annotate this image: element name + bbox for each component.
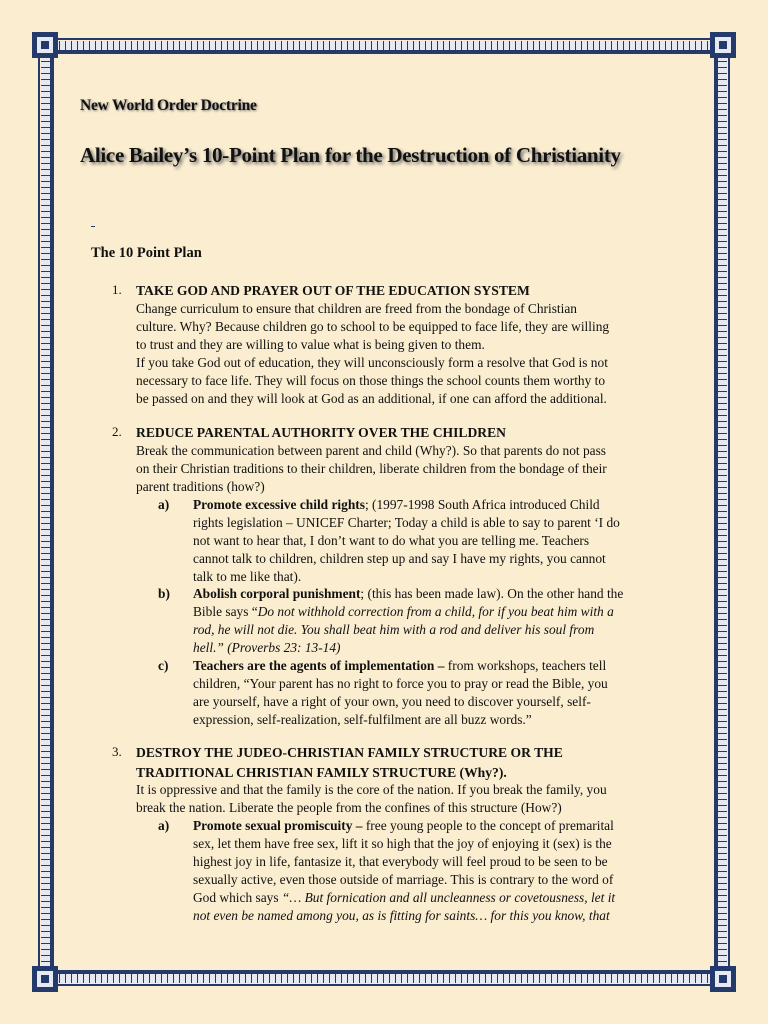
text-line <box>193 907 615 925</box>
text-line <box>193 496 620 514</box>
sub-point-letter: a) <box>158 818 170 833</box>
sub-point-heading: Promote sexual promiscuity – <box>193 818 363 833</box>
text-span: ; (1997-1998 South Africa introduced Child <box>364 497 600 512</box>
text-line <box>193 657 608 675</box>
scripture-quote: “… But fornication and all uncleanness or covetousness, let it <box>281 890 616 905</box>
sub-point-letter: b) <box>158 586 170 601</box>
sub-point-heading: Abolish corporal punishment <box>193 586 361 601</box>
text-line: parent traditions (how?) <box>136 479 265 494</box>
scripture-quote: not even be named among you, as is fitting for saints… for this you know, that <box>193 908 610 923</box>
text-line: break the nation. Liberate the people from the confines of this structure (How?) <box>136 800 562 815</box>
text-line: necessary to face life. They will focus on those things the school counts them worthy to <box>136 373 606 388</box>
text-line: on their Christian traditions to their children, liberate children from the bondage of their <box>136 461 607 476</box>
point-number: 3. <box>112 744 122 759</box>
text-line: It is oppressive and that the family is the core of the nation. If you break the family, you <box>136 782 607 797</box>
link-mark <box>91 226 95 227</box>
text-span: ; (this has been made law). On the other hand the <box>360 586 624 601</box>
point-number: 2. <box>112 424 122 439</box>
text-line: Change curriculum to ensure that children are freed from the bondage of Christian <box>136 301 577 316</box>
document-heading: New World Order Doctrine <box>80 97 257 114</box>
document-title: Alice Bailey’s 10-Point Plan for the Destruction of Christianity <box>80 143 621 167</box>
text-line <box>193 621 623 639</box>
text-line <box>193 639 623 657</box>
point-title: REDUCE PARENTAL AUTHORITY OVER THE CHILDREN <box>136 425 506 440</box>
text-line: are yourself, have a right of your own, you need to discover yourself, self- <box>193 694 591 709</box>
text-line: talk to me like that). <box>193 569 302 584</box>
text-line: sexually active, even those outside of marriage. This is contrary to the word of <box>193 872 614 887</box>
point-title: TAKE GOD AND PRAYER OUT OF THE EDUCATION SYSTEM <box>136 283 530 298</box>
plan-label: The 10 Point Plan <box>91 245 202 261</box>
text-line: rights legislation – UNICEF Charter; Today a child is able to say to parent ‘I do <box>193 515 620 530</box>
sub-point-text <box>193 657 608 729</box>
sub-point-heading: Promote excessive child rights <box>193 497 365 512</box>
scripture-quote: rod, he will not die. You shall beat him with a rod and deliver his soul from <box>193 622 595 637</box>
sub-point-heading: Teachers are the agents of implementation – <box>193 658 445 673</box>
text-line: not want to hear that, I don’t want to do what you are telling me. Teachers <box>193 533 590 548</box>
text-line: to trust and they are willing to value what is being given to them. <box>136 337 485 352</box>
scripture-quote: hell.” (Proverbs 23: 13-14) <box>193 640 341 655</box>
text-line <box>193 889 615 907</box>
sub-point-letter: a) <box>158 497 170 512</box>
text-line: be passed on and they will look at God as an additional, if one can afford the additional. <box>136 391 607 406</box>
text-span: free young people to the concept of premarital <box>362 818 614 833</box>
sub-point-text <box>193 817 615 925</box>
text-line: expression, self-realization, self-fulfilment are all buzz words.” <box>193 712 532 727</box>
text-line: cannot talk to children, children step up and say I have my rights, you cannot <box>193 551 606 566</box>
sub-point-text <box>193 585 623 657</box>
text-line <box>193 817 615 835</box>
text-span: from workshops, teachers tell <box>444 658 607 673</box>
point-text <box>136 442 676 496</box>
text-line: children, “Your parent has no right to force you to pray or read the Bible, you <box>193 676 608 691</box>
point-text <box>136 300 676 408</box>
point-text <box>136 781 676 817</box>
text-line: If you take God out of education, they will unconsciously form a resolve that God is not <box>136 355 608 370</box>
text-line: sex, let them have free sex, lift it so high that the joy of enjoying it (sex) is the <box>193 836 612 851</box>
text-line: culture. Why? Because children go to school to be equipped to face life, they are willing <box>136 319 610 334</box>
text-line <box>193 585 623 603</box>
scripture-quote: Do not withhold correction from a child, for if you beat him with a <box>257 604 614 619</box>
point-title-line-2: TRADITIONAL CHRISTIAN FAMILY STRUCTURE (Why?). <box>136 765 507 780</box>
sub-point-letter: c) <box>158 658 169 673</box>
text-span: Bible says “ <box>193 604 258 619</box>
text-line: Break the communication between parent and child (Why?). So that parents do not pass <box>136 443 607 458</box>
sub-point-text <box>193 496 620 586</box>
text-span: God which says <box>193 890 282 905</box>
text-line: highest joy in life, fantasize it, that everybody will feel proud to be seen to be <box>193 854 608 869</box>
text-line <box>193 603 623 621</box>
point-number: 1. <box>112 282 122 297</box>
point-title: DESTROY THE JUDEO-CHRISTIAN FAMILY STRUCTURE OR THE <box>136 745 563 760</box>
